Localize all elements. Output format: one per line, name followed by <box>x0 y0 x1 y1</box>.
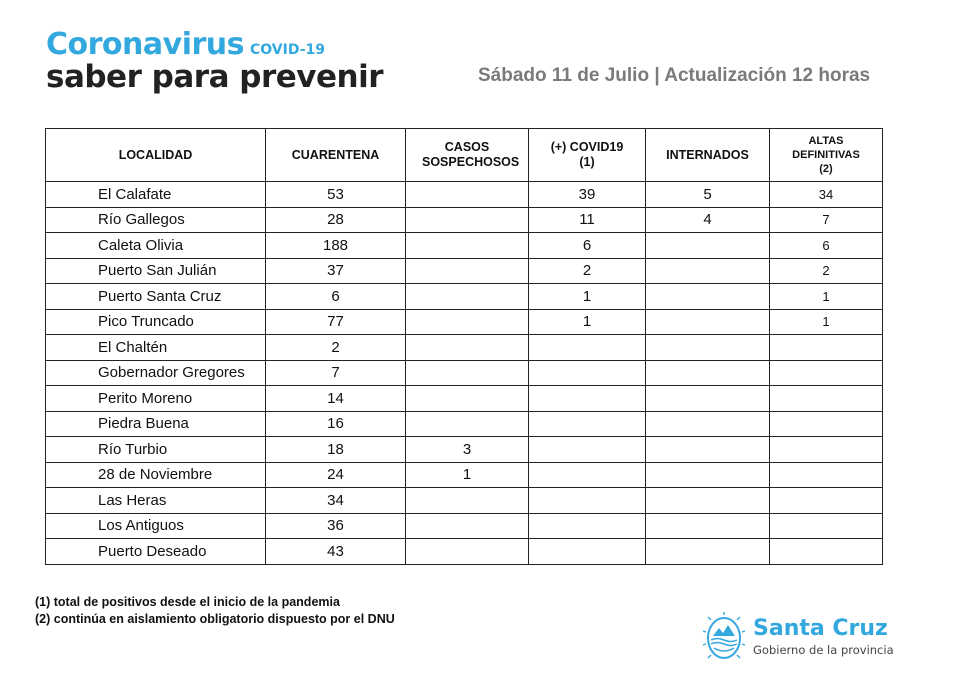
cell-cuarentena: 16 <box>266 411 406 437</box>
cell-cuarentena: 36 <box>266 513 406 539</box>
cell-cuarentena: 18 <box>266 437 406 463</box>
cases-table <box>45 128 883 565</box>
cell-covid <box>529 360 646 386</box>
cell-cuarentena: 28 <box>266 207 406 233</box>
cell-localidad: Las Heras <box>46 488 266 514</box>
cell-altas <box>770 513 883 539</box>
cell-altas: 2 <box>770 258 883 284</box>
cell-covid <box>529 335 646 361</box>
cell-altas <box>770 335 883 361</box>
cell-sospechosos <box>406 488 529 514</box>
santa-cruz-logo <box>703 612 894 662</box>
column-header-sospechosos-label: CASOS SOSPECHOSOS <box>422 140 520 169</box>
cell-covid <box>529 539 646 565</box>
cell-covid <box>529 386 646 412</box>
cell-localidad: Río Gallegos <box>46 207 266 233</box>
logo-text <box>753 617 894 658</box>
cell-internados: 5 <box>646 182 770 208</box>
cell-localidad: El Chaltén <box>46 335 266 361</box>
cell-covid <box>529 488 646 514</box>
footnotes <box>35 594 395 628</box>
cell-sospechosos: 1 <box>406 462 529 488</box>
cell-sospechosos <box>406 411 529 437</box>
cell-altas <box>770 488 883 514</box>
cell-altas: 1 <box>770 309 883 335</box>
cell-sospechosos <box>406 513 529 539</box>
cell-cuarentena: 24 <box>266 462 406 488</box>
cell-internados <box>646 258 770 284</box>
cell-sospechosos <box>406 386 529 412</box>
cell-covid: 1 <box>529 309 646 335</box>
cell-internados <box>646 513 770 539</box>
cell-internados <box>646 437 770 463</box>
logo-subtitle: Gobierno de la provincia <box>753 642 894 657</box>
cell-localidad: Gobernador Gregores <box>46 360 266 386</box>
brand-title-line <box>46 28 383 62</box>
table-body <box>46 182 883 565</box>
cell-altas <box>770 411 883 437</box>
table-row <box>46 411 883 437</box>
table-row <box>46 182 883 208</box>
cell-localidad: Piedra Buena <box>46 411 266 437</box>
footnote-2: (2) continúa en aislamiento obligatorio dispuesto por el DNU <box>35 612 395 626</box>
table-row <box>46 233 883 259</box>
table-row <box>46 539 883 565</box>
cell-cuarentena: 37 <box>266 258 406 284</box>
column-header-internados: INTERNADOS <box>646 129 770 182</box>
cell-sospechosos <box>406 539 529 565</box>
table-row <box>46 462 883 488</box>
column-header-cuarentena: CUARENTENA <box>266 129 406 182</box>
cell-cuarentena: 43 <box>266 539 406 565</box>
cell-localidad: Caleta Olivia <box>46 233 266 259</box>
brand-subtitle: COVID-19 <box>249 42 326 58</box>
table-row <box>46 437 883 463</box>
column-header-localidad: LOCALIDAD <box>46 129 266 182</box>
column-header-altas <box>770 129 883 182</box>
cell-covid: 6 <box>529 233 646 259</box>
column-header-altas-label: ALTAS DEFINITIVAS (2) <box>792 135 860 175</box>
table-row <box>46 335 883 361</box>
table-header-row <box>46 129 883 182</box>
footnote-1: (1) total de positivos desde el inicio de la pandemia <box>35 595 340 609</box>
cell-sospechosos <box>406 284 529 310</box>
cell-internados <box>646 335 770 361</box>
cell-covid <box>529 411 646 437</box>
cell-internados <box>646 462 770 488</box>
table-row <box>46 488 883 514</box>
cell-cuarentena: 14 <box>266 386 406 412</box>
cell-altas: 34 <box>770 182 883 208</box>
provincial-seal-icon <box>703 612 745 662</box>
cell-sospechosos <box>406 360 529 386</box>
column-header-covid <box>529 129 646 182</box>
cell-sospechosos <box>406 182 529 208</box>
cell-covid: 11 <box>529 207 646 233</box>
cell-sospechosos <box>406 309 529 335</box>
cell-localidad: Puerto San Julián <box>46 258 266 284</box>
cell-sospechosos: 3 <box>406 437 529 463</box>
cell-altas: 7 <box>770 207 883 233</box>
cell-covid <box>529 513 646 539</box>
cell-localidad: 28 de Noviembre <box>46 462 266 488</box>
table-row <box>46 386 883 412</box>
cell-internados <box>646 309 770 335</box>
cell-covid <box>529 437 646 463</box>
cell-cuarentena: 34 <box>266 488 406 514</box>
cell-altas <box>770 462 883 488</box>
table-row <box>46 360 883 386</box>
cell-sospechosos <box>406 207 529 233</box>
cell-sospechosos <box>406 233 529 259</box>
cell-cuarentena: 188 <box>266 233 406 259</box>
cell-altas <box>770 360 883 386</box>
cell-altas: 6 <box>770 233 883 259</box>
cell-localidad: Puerto Deseado <box>46 539 266 565</box>
cell-internados <box>646 233 770 259</box>
table-row <box>46 207 883 233</box>
cell-covid: 39 <box>529 182 646 208</box>
cell-internados <box>646 411 770 437</box>
cell-sospechosos <box>406 258 529 284</box>
cell-internados <box>646 386 770 412</box>
table-row <box>46 309 883 335</box>
cell-localidad: Río Turbio <box>46 437 266 463</box>
logo-name: Santa Cruz <box>753 615 888 641</box>
update-date: Sábado 11 de Julio | Actualización 12 horas <box>478 65 871 86</box>
cell-covid <box>529 462 646 488</box>
cell-altas <box>770 437 883 463</box>
brand-header <box>46 28 383 94</box>
cell-internados: 4 <box>646 207 770 233</box>
column-header-covid-label: (+) COVID19 (1) <box>550 140 624 169</box>
brand-tagline: saber para prevenir <box>46 59 383 95</box>
cell-sospechosos <box>406 335 529 361</box>
cell-altas <box>770 539 883 565</box>
table-row <box>46 284 883 310</box>
cell-cuarentena: 77 <box>266 309 406 335</box>
column-header-sospechosos <box>406 129 529 182</box>
cell-localidad: Perito Moreno <box>46 386 266 412</box>
cell-internados <box>646 360 770 386</box>
cell-cuarentena: 7 <box>266 360 406 386</box>
table-row <box>46 258 883 284</box>
cell-covid: 2 <box>529 258 646 284</box>
cell-localidad: Puerto Santa Cruz <box>46 284 266 310</box>
cell-internados <box>646 539 770 565</box>
table-row <box>46 513 883 539</box>
cell-localidad: El Calafate <box>46 182 266 208</box>
cell-cuarentena: 53 <box>266 182 406 208</box>
cell-altas: 1 <box>770 284 883 310</box>
cell-covid: 1 <box>529 284 646 310</box>
cell-cuarentena: 6 <box>266 284 406 310</box>
cell-localidad: Los Antiguos <box>46 513 266 539</box>
cell-internados <box>646 284 770 310</box>
cell-altas <box>770 386 883 412</box>
cell-localidad: Pico Truncado <box>46 309 266 335</box>
brand-title: Coronavirus <box>46 27 244 62</box>
cell-cuarentena: 2 <box>266 335 406 361</box>
cell-internados <box>646 488 770 514</box>
